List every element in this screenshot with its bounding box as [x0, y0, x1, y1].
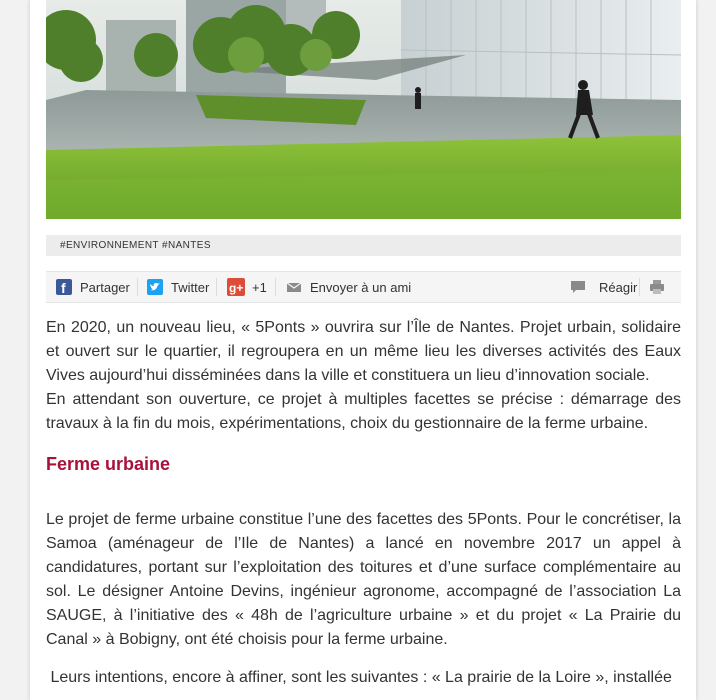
- print-icon: [649, 279, 665, 295]
- react-label: Réagir: [599, 279, 638, 295]
- share-gplus-label: +1: [252, 279, 267, 295]
- article-card: [30, 0, 696, 700]
- svg-text:g+: g+: [229, 281, 244, 295]
- share-facebook-button[interactable]: [56, 272, 130, 302]
- tag-environnement[interactable]: #ENVIRONNEMENT: [60, 240, 159, 251]
- share-divider: [216, 278, 217, 296]
- intro-sentence-1: En 2020, un nouveau lieu, « 5Ponts » ouvrira sur l’Île de Nantes. Projet urbain, solidaire et ouvert sur le quartier, il regroupera en un même lieu les diverses activités des Eaux Vives aujourd’hui disséminées dans la ville et constituera un lieu d’innovation sociale.: [46, 319, 681, 384]
- article-body-paragraph-2: Leurs intentions, encore à affiner, sont les suivantes : « La prairie de la Loire », installée: [46, 669, 672, 686]
- share-gplus-button[interactable]: [227, 272, 267, 302]
- share-divider: [137, 278, 138, 296]
- share-divider: [275, 278, 276, 296]
- share-email-label: Envoyer à un ami: [310, 279, 412, 295]
- article-hero-image: [46, 0, 681, 219]
- share-twitter-label: Twitter: [171, 279, 210, 295]
- svg-text:f: f: [61, 280, 66, 295]
- section-title: Ferme urbaine: [46, 454, 171, 474]
- share-facebook-label: Partager: [80, 279, 130, 295]
- tag-bar: [46, 235, 681, 256]
- google-plus-icon: [227, 278, 245, 296]
- share-divider: [639, 278, 640, 296]
- twitter-icon: [147, 279, 163, 295]
- article-intro-paragraph: [46, 316, 681, 436]
- comment-icon: [570, 279, 586, 295]
- facebook-icon: [56, 279, 72, 295]
- envelope-icon: [286, 279, 302, 295]
- share-twitter-button[interactable]: [147, 272, 209, 302]
- share-bar: [46, 271, 681, 303]
- react-button[interactable]: [570, 272, 637, 302]
- print-button[interactable]: [649, 272, 665, 302]
- intro-sentence-2: En attendant son ouverture, ce projet à multiples facettes se précise : démarrage des travaux à la fin du mois, expérimentations, choix du gestionnaire de la ferme urbaine.: [46, 391, 681, 432]
- tag-nantes[interactable]: #NANTES: [162, 240, 211, 251]
- article-body-paragraph: Le projet de ferme urbaine constitue l’une des facettes des 5Ponts. Pour le concrétiser, la Samoa (aménageur de l’Ile de Nantes) a lancé en novembre 2017 un appel à candidatures, portant sur l’exploitation des toitures et d’une surface complémentaire au sol. Le désigner Antoine Devins, ingénieur agronome, accompagné de l’association La SAUGE, à l’initiative des « 48h de l’agriculture urbaine » et du projet « La Prairie du Canal » à Bobigny, ont été choisis pour la ferme urbaine.: [46, 511, 681, 648]
- share-email-button[interactable]: [286, 272, 411, 302]
